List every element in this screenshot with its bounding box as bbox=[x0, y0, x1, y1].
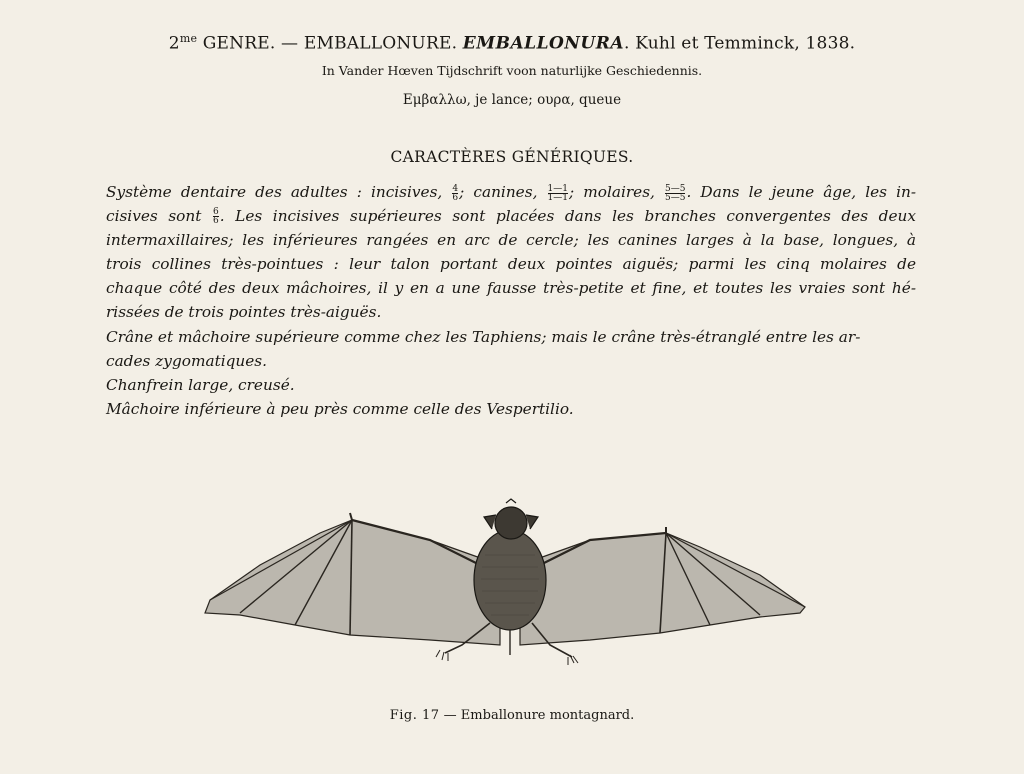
dental-line-1: Système dentaire des adultes : incisives, $\frac{4}{6}$ ; canines, $\frac{1—1}{1—1}$ ; molaires, $\frac{5—5}{5—5}$ . Dans le jeune âge, les in- bbox=[106, 183, 916, 203]
dental-line-4: trois collines très-pointues : leur talon portant deux pointes aiguës; parmi les cinq molaires de bbox=[106, 254, 916, 273]
skull-line-2: cades zygomatiques. bbox=[106, 351, 268, 370]
bat-illustration bbox=[200, 495, 820, 675]
dental-line-6: rissées de trois pointes très-aiguës. bbox=[106, 302, 382, 321]
dental-paragraph bbox=[106, 181, 916, 324]
skull-line-4: Mâchoire inférieure à peu près comme celle des Vespertilio. bbox=[106, 399, 574, 418]
genus-heading bbox=[0, 32, 1024, 54]
bat-head bbox=[495, 507, 527, 539]
dental-line-3: intermaxillaires; les inférieures rangées en arc de cercle; les canines larges à la base, longues, à bbox=[106, 230, 916, 249]
dental-line-2: cisives sont $\frac{6}{6}$ . Les incisives supérieures sont placées dans les branches convergentes des deux bbox=[106, 206, 916, 227]
genre-number: 2 bbox=[168, 33, 180, 54]
skull-line-3: Chanfrein large, creusé. bbox=[106, 375, 295, 394]
skull-paragraph bbox=[106, 326, 916, 422]
genre-label: GENRE. — EMBALLONURE. bbox=[197, 33, 463, 54]
section-title: CARACTÈRES GÉNÉRIQUES. bbox=[390, 148, 634, 166]
genus-authority: . Kuhl et Temminck, 1838. bbox=[624, 33, 856, 54]
genre-superscript: me bbox=[179, 32, 198, 45]
figure-caption-text: — Emballonure montagnard. bbox=[439, 708, 635, 723]
young-incisor-fraction: $\frac{6}{6}$ bbox=[212, 207, 219, 227]
incisor-fraction: $\frac{4}{6}$ bbox=[452, 183, 459, 203]
left-wing bbox=[205, 520, 500, 645]
genus-name: EMBALLONURA bbox=[462, 33, 625, 54]
dental-line-5: chaque côté des deux mâchoires, il y en a une fausse très-petite et fine, et toutes les vraies sont hé- bbox=[106, 278, 916, 297]
reference-line: In Vander Hœven Tijdschrift voon naturlijke Geschiedennis. bbox=[321, 63, 703, 78]
figure-caption bbox=[0, 708, 1024, 723]
figure-number: Fig. 17 bbox=[389, 708, 440, 723]
molar-fraction: $\frac{5—5}{5—5}$ bbox=[665, 183, 686, 203]
skull-line-1: Crâne et mâchoire supérieure comme chez les Taphiens; mais le crâne très-étranglé entre les ar- bbox=[106, 328, 861, 346]
canine-fraction: $\frac{1—1}{1—1}$ bbox=[547, 183, 568, 203]
etymology-line: Εμβαλλω, je lance; ουρα, queue bbox=[402, 92, 622, 108]
